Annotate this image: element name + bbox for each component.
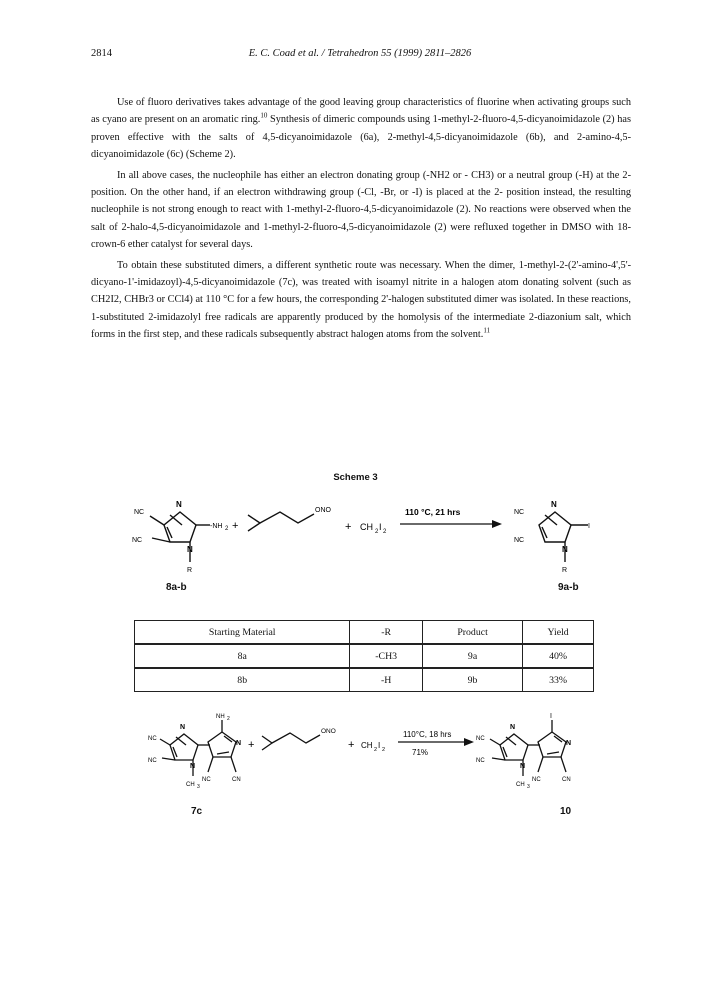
reference-10: 10: [260, 111, 268, 120]
product-label-9ab: 9a-b: [558, 582, 579, 593]
svg-text:2: 2: [225, 526, 229, 532]
table-cell: 9a: [422, 644, 522, 668]
svg-text:R: R: [187, 567, 193, 574]
svg-text:N: N: [176, 500, 182, 509]
svg-text:NC: NC: [514, 537, 525, 544]
svg-text:3: 3: [527, 784, 530, 790]
reaction-2-scheme: [148, 712, 608, 812]
svg-text:I: I: [550, 713, 552, 720]
svg-text:3: 3: [197, 784, 200, 790]
svg-text:-NH: -NH: [210, 523, 223, 530]
svg-text:I: I: [379, 522, 382, 532]
svg-text:+: +: [232, 520, 239, 532]
paragraph-3: To obtain these substituted dimers, a different synthetic route was necessary. When the dimer, 1-methyl-2-(2'-amino-4',5'-dicyano-1'-imidazoyl)-4,5-dicyanoimidazole (7c), was treated with isoamyl nitrite in a halogen atom donating solvent (such as CH2I2, CHBr3 or CCl4) at 110 °C for a few hours, the corresponding 2'-halogen substituted dimer was isolated. In these reactions, 1-substituted 2-imidazolyl free radicals are apparently produced by the homolysis of the intermediate 2-diazonium salt, which forms in the first step, and these radicals subsequently abstract halogen atoms from the solvent.$^{11}$: [91, 259, 631, 341]
svg-text:CH: CH: [361, 741, 373, 750]
svg-text:2: 2: [383, 529, 387, 535]
svg-text:NC: NC: [132, 537, 143, 544]
product-10-structure: [490, 720, 566, 776]
svg-text:CH: CH: [360, 522, 373, 532]
svg-text:N: N: [520, 763, 526, 770]
header-cell: Product: [422, 621, 522, 645]
svg-text:NC: NC: [202, 777, 211, 783]
svg-text:2: 2: [382, 747, 386, 753]
table-header-row: [135, 621, 594, 645]
table-row: [135, 644, 594, 668]
svg-text:CH: CH: [186, 782, 195, 788]
reaction-2-yield: 71%: [412, 748, 429, 757]
svg-text:+: +: [248, 739, 255, 751]
svg-text:NH: NH: [216, 714, 225, 720]
table-cell: -CH3: [350, 644, 423, 668]
reaction-1-scheme: [130, 490, 610, 580]
svg-text:NC: NC: [514, 509, 525, 516]
svg-text:2: 2: [227, 716, 230, 722]
table-cell: 8b: [135, 668, 350, 692]
svg-text:N: N: [562, 545, 568, 554]
product-label-10: 10: [560, 806, 572, 817]
reaction-2-conditions: 110°C, 18 hrs: [403, 730, 452, 739]
header-cell: Starting Material: [135, 621, 350, 645]
header-cell: Yield: [523, 621, 594, 645]
paragraph-1: Use of fluoro derivatives takes advantage of the good leaving group characteristics of fluorine when activating groups such as cyano are present on an aromatic ring.$^{10}$ Synthesis of dimeric compounds using 1-methyl-2-fluoro-4,5-dicyanoimidazole (2) has proven effective with the salts of 4,5-dicyanoimidazole (6a), 2-methyl-4,5-dicyanoimidazole (6b), and 2-amino-4,5-dicyanoimidazole (6c) (Scheme 2).: [91, 97, 632, 161]
svg-text:NC: NC: [134, 509, 145, 516]
svg-text:NC: NC: [148, 758, 157, 764]
reactant-label-7c: 7c: [191, 806, 203, 817]
isoamyl-nitrite-structure: [262, 733, 320, 750]
table-cell: 40%: [523, 644, 594, 668]
reference-11: 11: [483, 326, 491, 335]
svg-text:N: N: [187, 545, 193, 554]
svg-text:NC: NC: [476, 736, 485, 742]
svg-text:ONO: ONO: [315, 507, 331, 514]
svg-text:2: 2: [375, 529, 379, 535]
svg-text:N: N: [180, 724, 186, 731]
svg-text:N: N: [551, 500, 557, 509]
results-table: [134, 620, 594, 692]
svg-text:+: +: [348, 739, 355, 751]
reaction-1-conditions: 110 °C, 21 hrs: [405, 507, 461, 517]
table-cell: 33%: [523, 668, 594, 692]
svg-text:I: I: [588, 523, 590, 530]
svg-text:N: N: [510, 724, 516, 731]
isoamyl-nitrite-structure: [248, 512, 314, 531]
svg-text:ONO: ONO: [321, 728, 336, 735]
svg-text:+: +: [345, 521, 352, 533]
svg-text:CN: CN: [562, 777, 571, 783]
svg-text:N: N: [236, 740, 242, 747]
paragraph-2: In all above cases, the nucleophile has either an electron donating group (-NH2 or - CH3) or a neutral group (-H) at the 2- position. On the other hand, if an electron withdrawing group (-Cl, -Br, or -I) is placed at the 2- position instead, the resulting nucleophile is not strong enough to react with 1-methyl-2-fluoro-4,5-dicyanoimidazole (2). No reactions were observed when the salt of 2-halo-4,5-dicyanoimidazole and 1-methyl-2-fluoro-4,5-dicyanoimidazole (2) were refluxed together in DMSO with 18-crown-6 ether catalyst for several days.: [91, 169, 631, 251]
reactant-label-8ab: 8a-b: [166, 582, 187, 593]
reactant-8-structure: [150, 512, 210, 562]
svg-text:NC: NC: [476, 758, 485, 764]
svg-text:NC: NC: [148, 736, 157, 742]
table-cell: -H: [350, 668, 423, 692]
scheme-title: Scheme 3: [333, 472, 378, 483]
running-title: E. C. Coad et al. / Tetrahedron 55 (1999) 2811–2826: [248, 48, 472, 59]
header-cell: -R: [350, 621, 423, 645]
table-cell: 9b: [422, 668, 522, 692]
page-number: 2814: [91, 48, 112, 59]
reactant-7c-structure: [160, 720, 236, 776]
svg-text:N: N: [190, 763, 196, 770]
svg-text:R: R: [562, 567, 568, 574]
body-text: [91, 94, 631, 347]
product-9-structure: [539, 512, 588, 562]
svg-text:I: I: [378, 741, 381, 750]
svg-text:2: 2: [374, 747, 378, 753]
svg-text:N: N: [566, 740, 572, 747]
svg-text:CH: CH: [516, 782, 525, 788]
svg-text:CN: CN: [232, 777, 241, 783]
table-row: [135, 668, 594, 692]
table-cell: 8a: [135, 644, 350, 668]
svg-text:NC: NC: [532, 777, 541, 783]
